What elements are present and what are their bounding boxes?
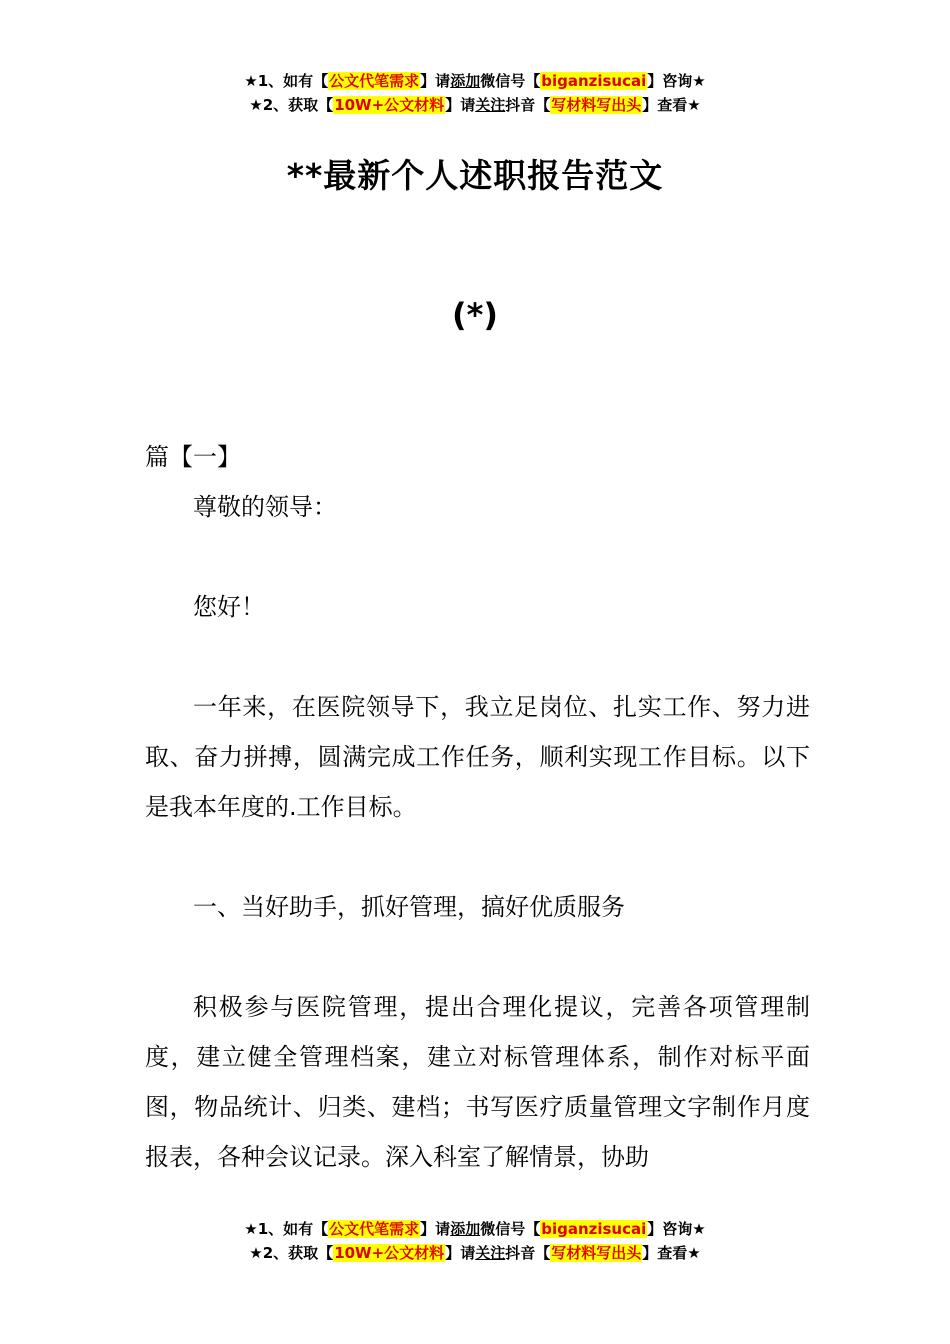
banner-underline: 添加 — [450, 72, 481, 90]
header-banner — [0, 69, 950, 117]
banner-text: 】请 — [445, 96, 476, 114]
banner-highlight: 公文代笔需求 — [329, 72, 420, 90]
banner-text: 】查看★ — [642, 96, 701, 114]
banner-text: 微信号【 — [480, 72, 541, 90]
banner-highlight: 10W+公文材料 — [334, 96, 445, 114]
banner-text: 】咨询★ — [647, 1220, 706, 1238]
banner-highlight: 写材料写出头 — [551, 1244, 642, 1262]
salutation: 尊敬的领导： — [193, 493, 337, 521]
banner-highlight: 公文代笔需求 — [329, 1220, 420, 1238]
banner-highlight: biganzisucai — [541, 1220, 647, 1238]
subheading: 一、当好助手，抓好管理，搞好优质服务 — [193, 893, 625, 921]
document-subtitle: (*) — [452, 296, 498, 334]
banner-line-1 — [0, 1217, 950, 1241]
document-body — [145, 432, 810, 1182]
document-title: **最新个人述职报告范文 — [286, 156, 664, 195]
banner-underline: 添加 — [450, 1220, 481, 1238]
banner-text: 抖音【 — [505, 1244, 551, 1262]
banner-text: 】请 — [420, 72, 451, 90]
banner-underline: 关注 — [475, 96, 506, 114]
banner-text: 】请 — [445, 1244, 476, 1262]
banner-text: ★1、如有【 — [244, 1220, 329, 1238]
banner-text: 】查看★ — [642, 1244, 701, 1262]
banner-text: 】咨询★ — [647, 72, 706, 90]
section-heading: 篇【一】 — [145, 443, 241, 471]
banner-line-1 — [0, 69, 950, 93]
banner-text: ★1、如有【 — [244, 72, 329, 90]
banner-text: 抖音【 — [505, 96, 551, 114]
banner-text: 】请 — [420, 1220, 451, 1238]
greeting: 您好！ — [193, 593, 265, 621]
banner-text: ★2、获取【 — [249, 96, 334, 114]
banner-text: ★2、获取【 — [249, 1244, 334, 1262]
paragraph: 一年来，在医院领导下，我立足岗位、扎实工作、努力进取、奋力拼搏，圆满完成工作任务，顺利实现工作目标。以下是我本年度的.工作目标。 — [145, 693, 810, 821]
banner-text: 微信号【 — [480, 1220, 541, 1238]
banner-line-2 — [0, 1241, 950, 1265]
banner-highlight: biganzisucai — [541, 72, 647, 90]
banner-highlight: 10W+公文材料 — [334, 1244, 445, 1262]
footer-banner — [0, 1217, 950, 1265]
banner-highlight: 写材料写出头 — [551, 96, 642, 114]
banner-underline: 关注 — [475, 1244, 506, 1262]
paragraph: 积极参与医院管理，提出合理化提议，完善各项管理制度，建立健全管理档案，建立对标管理体系，制作对标平面图，物品统计、归类、建档；书写医疗质量管理文字制作月度报表，各种会议记录。深入科室了解情景，协助 — [145, 993, 810, 1171]
banner-line-2 — [0, 93, 950, 117]
